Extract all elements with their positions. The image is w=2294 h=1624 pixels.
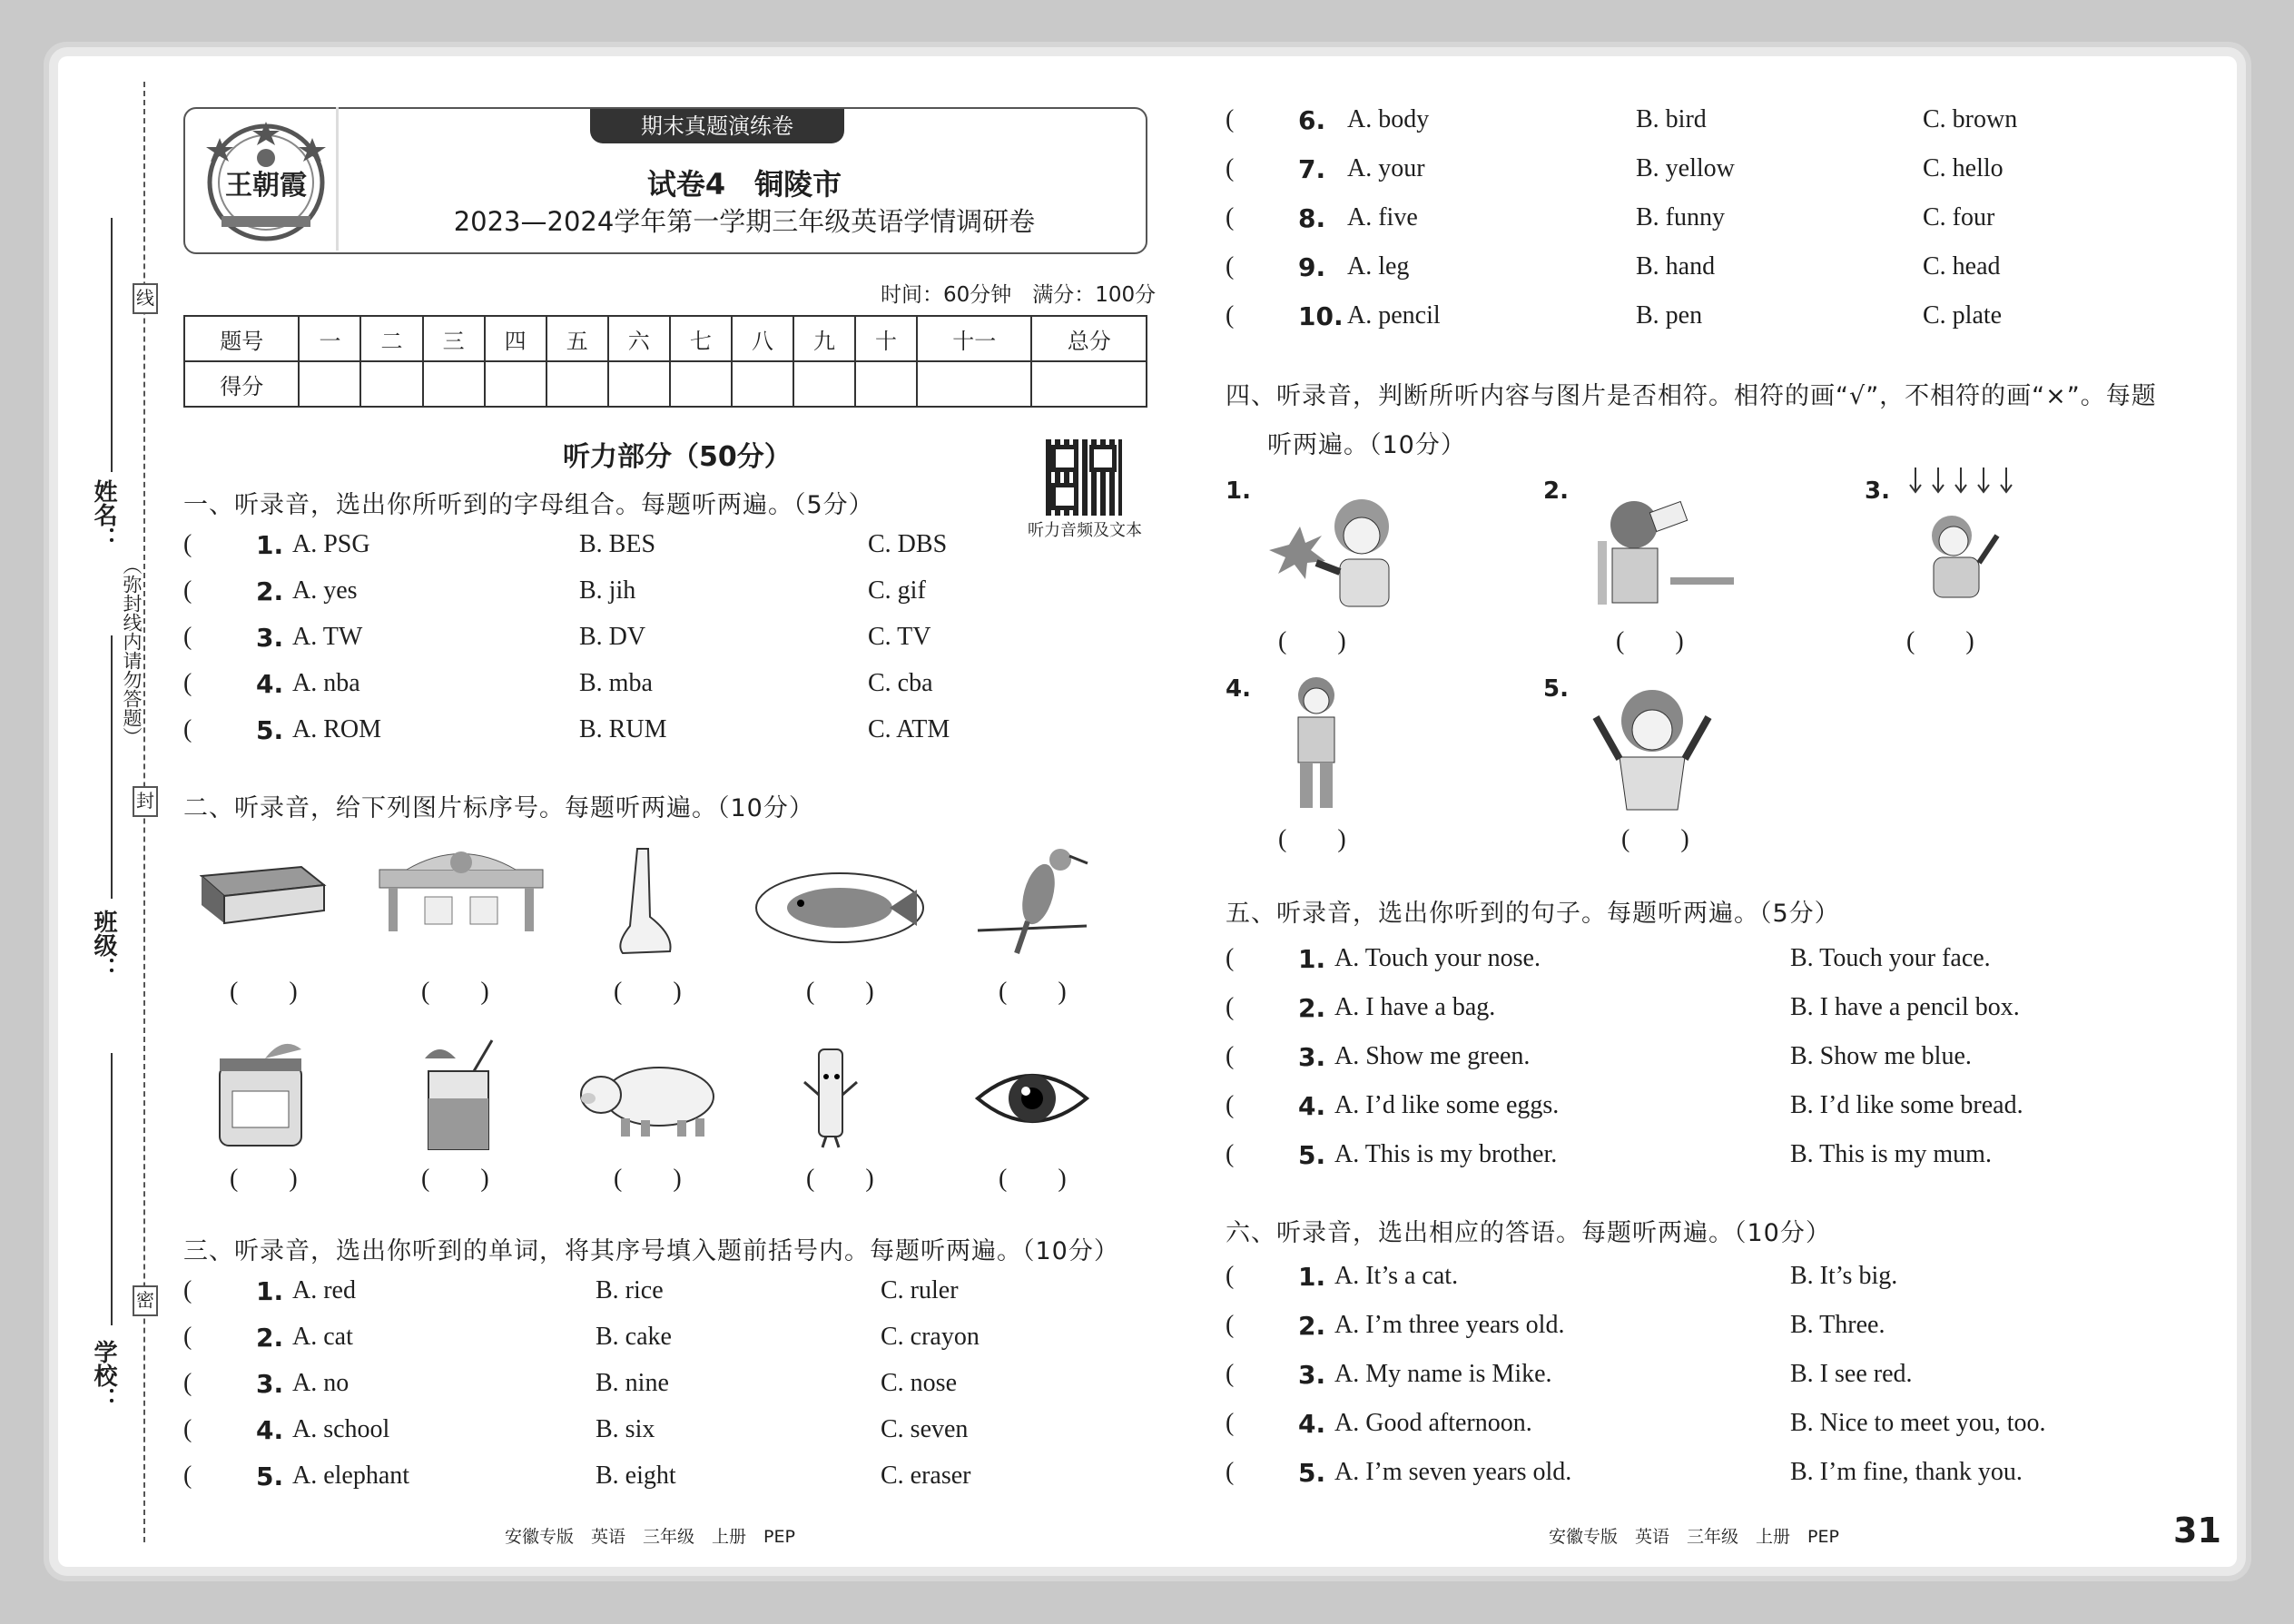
qr-code-icon[interactable] (1046, 439, 1122, 516)
section5-title: 五、听录音，选出你听到的句子。每题听两遍。（5分） (1226, 900, 1840, 928)
option-b[interactable]: B. I see red. (1790, 1360, 1913, 1388)
score-table (183, 315, 1147, 408)
question-number: 9. (1298, 252, 1326, 282)
option-a[interactable]: A. ROM (292, 715, 382, 743)
question-number: 1. (1298, 1262, 1326, 1292)
boy-clapping-icon (1262, 490, 1407, 612)
question-number: 1. (256, 530, 284, 560)
class-field[interactable] (111, 635, 113, 899)
score-cell: 八 (732, 316, 793, 361)
option-c[interactable]: C. cba (868, 669, 933, 697)
answer-bracket[interactable]: ( (1226, 1311, 1235, 1339)
qr-caption: 听力音频及文本 (1028, 521, 1142, 540)
option-a[interactable]: A. leg (1347, 252, 1410, 281)
answer-bracket[interactable]: ( (1226, 1262, 1235, 1290)
answer-bracket[interactable]: ( (1226, 105, 1235, 133)
score-cell: 九 (793, 316, 855, 361)
s4-label-1: 1. (1226, 477, 1251, 505)
answer-bracket[interactable]: ( (183, 715, 192, 743)
answer-bracket[interactable]: ( (183, 669, 192, 697)
option-c[interactable]: C. brown (1923, 105, 2018, 133)
option-a[interactable]: A. cat (292, 1323, 353, 1351)
judgement-bracket[interactable]: ( ) (1616, 627, 1684, 655)
binding-char-seal: 封 (133, 786, 158, 817)
option-a[interactable]: A. elephant (292, 1462, 410, 1490)
answer-bracket[interactable]: ( (1226, 1042, 1235, 1070)
answer-bracket[interactable]: ( (183, 1276, 192, 1304)
option-b[interactable]: B. Show me blue. (1790, 1042, 1972, 1070)
picture-answer-bracket[interactable]: ( ) (421, 1165, 489, 1193)
option-b[interactable]: B. mba (579, 669, 653, 697)
answer-bracket[interactable]: ( (1226, 1360, 1235, 1388)
binding-char-line: 线 (133, 283, 158, 314)
answer-bracket[interactable]: ( (183, 1369, 192, 1397)
option-b[interactable]: B. funny (1636, 203, 1725, 231)
page-number: 31 (2173, 1511, 2221, 1550)
answer-bracket[interactable]: ( (183, 576, 192, 605)
section3-title: 三、听录音，选出你听到的单词，将其序号填入题前括号内。每题听两遍。（10分） (183, 1237, 1119, 1265)
picture-answer-bracket[interactable]: ( ) (999, 1165, 1067, 1193)
binding-note: （弥封线内请勿答题） (121, 556, 143, 746)
score-cell: 十 (855, 316, 917, 361)
answer-bracket[interactable]: ( (183, 530, 192, 558)
section4-title-line2: 听两遍。（10分） (1267, 431, 1466, 459)
score-input[interactable] (1031, 361, 1147, 407)
foot-icon (610, 844, 683, 966)
book-icon (192, 858, 329, 934)
score-table-header-row (184, 316, 1147, 361)
score-input[interactable] (423, 361, 485, 407)
header-tab: 期末真题演练卷 (590, 109, 844, 143)
picture-answer-bracket[interactable]: ( ) (999, 978, 1067, 1006)
fish-icon (753, 867, 926, 952)
logo-text: 王朝霞 (225, 171, 307, 201)
question-number: 6. (1298, 105, 1326, 135)
section2-title: 二、听录音，给下列图片标序号。每题听两遍。（10分） (183, 794, 814, 822)
option-b[interactable]: B. Nice to meet you, too. (1790, 1409, 2046, 1437)
option-b[interactable]: B. DV (579, 623, 646, 651)
answer-bracket[interactable]: ( (183, 623, 192, 651)
option-a[interactable]: A. I have a bag. (1334, 993, 1496, 1021)
score-input[interactable] (670, 361, 732, 407)
judgement-bracket[interactable]: ( ) (1906, 627, 1974, 655)
option-b[interactable]: B. pen (1636, 301, 1703, 330)
answer-bracket[interactable]: ( (183, 1415, 192, 1443)
girl-waving-icon (1580, 675, 1725, 815)
option-b[interactable]: B. This is my mum. (1790, 1140, 1992, 1168)
option-c[interactable]: C. head (1923, 252, 2001, 281)
option-b[interactable]: B. eight (596, 1462, 676, 1490)
option-c[interactable]: C. TV (868, 623, 931, 651)
option-c[interactable]: C. DBS (868, 530, 948, 558)
question-number: 2. (256, 576, 284, 606)
option-c[interactable]: C. gif (868, 576, 926, 605)
answer-bracket[interactable]: ( (1226, 252, 1235, 281)
score-cell: 六 (608, 316, 670, 361)
option-c[interactable]: C. eraser (881, 1462, 971, 1490)
juice-icon (419, 1035, 501, 1156)
score-cell: 七 (670, 316, 732, 361)
answer-bracket[interactable]: ( (183, 1462, 192, 1490)
answer-bracket[interactable]: ( (1226, 1091, 1235, 1119)
eye-icon (973, 1062, 1091, 1138)
question-number: 2. (256, 1323, 284, 1353)
footer-left: 安徽专版 英语 三年级 上册 PEP (505, 1527, 795, 1547)
option-a[interactable]: A. school (292, 1415, 390, 1443)
question-number: 1. (256, 1276, 284, 1306)
section6-title: 六、听录音，选出相应的答语。每题听两遍。（10分） (1226, 1219, 1831, 1247)
score-input[interactable] (546, 361, 608, 407)
picture-answer-bracket[interactable]: ( ) (421, 978, 489, 1006)
score-input[interactable] (608, 361, 670, 407)
boy-drinking-icon (1580, 487, 1734, 608)
option-a[interactable]: A. This is my brother. (1334, 1140, 1558, 1168)
question-number: 5. (256, 715, 284, 745)
section1-title: 一、听录音，选出你所听到的字母组合。每题听两遍。（5分） (183, 491, 874, 519)
boy-cold-icon (1271, 668, 1362, 817)
listening-title: 听力部分（50分） (563, 441, 792, 473)
question-number: 3. (1298, 1042, 1326, 1072)
question-number: 4. (256, 1415, 284, 1445)
score-input[interactable] (485, 361, 546, 407)
question-number: 3. (256, 623, 284, 653)
answer-bracket[interactable]: ( (1226, 301, 1235, 330)
question-number: 5. (1298, 1140, 1326, 1170)
option-a[interactable]: A. PSG (292, 530, 370, 558)
answer-bracket[interactable]: ( (1226, 944, 1235, 972)
name-label: 姓名： (90, 479, 117, 550)
option-a[interactable]: A. It’s a cat. (1334, 1262, 1459, 1290)
answer-bracket[interactable]: ( (1226, 1140, 1235, 1168)
option-a[interactable]: A. TW (292, 623, 363, 651)
option-c[interactable]: C. plate (1923, 301, 2003, 330)
answer-bracket[interactable]: ( (183, 1323, 192, 1351)
question-number: 3. (256, 1369, 284, 1399)
judgement-bracket[interactable]: ( ) (1278, 825, 1346, 853)
score-label: 得分 (184, 361, 299, 407)
s4-label-5: 5. (1543, 675, 1569, 703)
option-c[interactable]: C. ATM (868, 715, 950, 743)
option-b[interactable]: B. I have a pencil box. (1790, 993, 2020, 1021)
header-divider (336, 107, 339, 251)
picture-answer-bracket[interactable]: ( ) (614, 978, 682, 1006)
question-number: 8. (1298, 203, 1326, 233)
option-b[interactable]: B. jih (579, 576, 636, 605)
option-b[interactable]: B. bird (1636, 105, 1707, 133)
score-table-score-row (184, 361, 1147, 407)
question-number: 7. (1298, 154, 1326, 184)
question-number: 4. (1298, 1091, 1326, 1121)
question-number: 3. (1298, 1360, 1326, 1390)
exam-subtitle: 2023—2024学年第一学期三年级英语学情调研卷 (453, 206, 1036, 237)
score-cell: 五 (546, 316, 608, 361)
option-b[interactable]: B. BES (579, 530, 656, 558)
picture-answer-bracket[interactable]: ( ) (806, 1165, 874, 1193)
judgement-bracket[interactable]: ( ) (1278, 627, 1346, 655)
option-a[interactable]: A. no (292, 1369, 350, 1397)
score-cell: 总分 (1031, 316, 1147, 361)
option-b[interactable]: B. Touch your face. (1790, 944, 1991, 972)
chalk-icon (799, 1040, 862, 1153)
footer-right: 安徽专版 英语 三年级 上册 PEP (1549, 1527, 1839, 1547)
answer-bracket[interactable]: ( (1226, 203, 1235, 231)
score-cell: 题号 (184, 316, 299, 361)
option-b[interactable]: B. It’s big. (1790, 1262, 1898, 1290)
option-b[interactable]: B. six (596, 1415, 655, 1443)
option-a[interactable]: A. body (1347, 105, 1430, 133)
option-a[interactable]: A. five (1347, 203, 1418, 231)
binding-char-secret: 密 (133, 1285, 158, 1316)
picture-answer-bracket[interactable]: ( ) (230, 978, 298, 1006)
score-cell: 一 (299, 316, 360, 361)
score-input[interactable] (299, 361, 360, 407)
s4-label-2: 2. (1543, 477, 1569, 505)
score-input[interactable] (360, 361, 422, 407)
question-number: 10. (1298, 301, 1344, 331)
option-c[interactable]: C. hello (1923, 154, 2004, 182)
score-input[interactable] (917, 361, 1031, 407)
answer-bracket[interactable]: ( (1226, 1409, 1235, 1437)
option-b[interactable]: B. cake (596, 1323, 672, 1351)
s4-label-4: 4. (1226, 675, 1251, 703)
option-a[interactable]: A. Touch your nose. (1334, 944, 1541, 972)
bird-icon (973, 840, 1091, 961)
score-cell: 三 (423, 316, 485, 361)
score-input[interactable] (855, 361, 917, 407)
option-b[interactable]: B. Three. (1790, 1311, 1885, 1339)
option-b[interactable]: B. rice (596, 1276, 664, 1304)
option-b[interactable]: B. nine (596, 1369, 669, 1397)
exam-title: 试卷4 铜陵市 (646, 167, 842, 202)
section4-title: 四、听录音，判断所听内容与图片是否相符。相符的画“√”，不相符的画“×”。每题 (1226, 382, 2157, 410)
gate-icon (370, 842, 552, 937)
answer-bracket[interactable]: ( (1226, 1458, 1235, 1486)
option-c[interactable]: C. nose (881, 1369, 957, 1397)
option-c[interactable]: C. crayon (881, 1323, 980, 1351)
score-input[interactable] (732, 361, 793, 407)
question-number: 4. (256, 669, 284, 699)
question-number: 2. (1298, 993, 1326, 1023)
question-number: 5. (256, 1462, 284, 1491)
option-b[interactable]: B. yellow (1636, 154, 1735, 182)
question-number: 4. (1298, 1409, 1326, 1439)
option-a[interactable]: A. Good afternoon. (1334, 1409, 1532, 1437)
question-number: 5. (1298, 1458, 1326, 1488)
option-c[interactable]: C. seven (881, 1415, 969, 1443)
name-field[interactable] (111, 218, 113, 472)
option-c[interactable]: C. ruler (881, 1276, 959, 1304)
picture-answer-bracket[interactable]: ( ) (806, 978, 874, 1006)
score-cell: 十一 (917, 316, 1031, 361)
jam-jar-icon (211, 1038, 310, 1151)
option-a[interactable]: A. yes (292, 576, 358, 605)
answer-bracket[interactable]: ( (1226, 154, 1235, 182)
picture-answer-bracket[interactable]: ( ) (230, 1165, 298, 1193)
option-a[interactable]: A. nba (292, 669, 360, 697)
option-a[interactable]: A. your (1347, 154, 1425, 182)
option-b[interactable]: B. I’d like some bread. (1790, 1091, 2023, 1119)
picture-answer-bracket[interactable]: ( ) (614, 1165, 682, 1193)
option-a[interactable]: A. I’m seven years old. (1334, 1458, 1572, 1486)
class-label: 班级： (90, 910, 117, 980)
logo-icon (202, 118, 330, 247)
score-input[interactable] (793, 361, 855, 407)
option-c[interactable]: C. four (1923, 203, 1995, 231)
score-cell: 四 (485, 316, 546, 361)
option-a[interactable]: A. Show me green. (1334, 1042, 1531, 1070)
option-a[interactable]: A. My name is Mike. (1334, 1360, 1552, 1388)
option-b[interactable]: B. RUM (579, 715, 667, 743)
score-cell: 二 (360, 316, 422, 361)
pig-icon (577, 1058, 723, 1144)
time-score-info: 时间：60分钟 满分：100分 (881, 283, 1157, 307)
judgement-bracket[interactable]: ( ) (1621, 825, 1689, 853)
option-b[interactable]: B. I’m fine, thank you. (1790, 1458, 2023, 1486)
school-field[interactable] (111, 1053, 113, 1325)
s4-label-3: 3. (1865, 477, 1890, 505)
option-a[interactable]: A. I’d like some eggs. (1334, 1091, 1560, 1119)
option-a[interactable]: A. red (292, 1276, 356, 1304)
question-number: 2. (1298, 1311, 1326, 1341)
school-label: 学校： (90, 1340, 117, 1411)
question-number: 1. (1298, 944, 1326, 974)
option-a[interactable]: A. I’m three years old. (1334, 1311, 1565, 1339)
option-b[interactable]: B. hand (1636, 252, 1716, 281)
answer-bracket[interactable]: ( (1226, 993, 1235, 1021)
girl-rain-icon (1897, 463, 2024, 612)
option-a[interactable]: A. pencil (1347, 301, 1441, 330)
